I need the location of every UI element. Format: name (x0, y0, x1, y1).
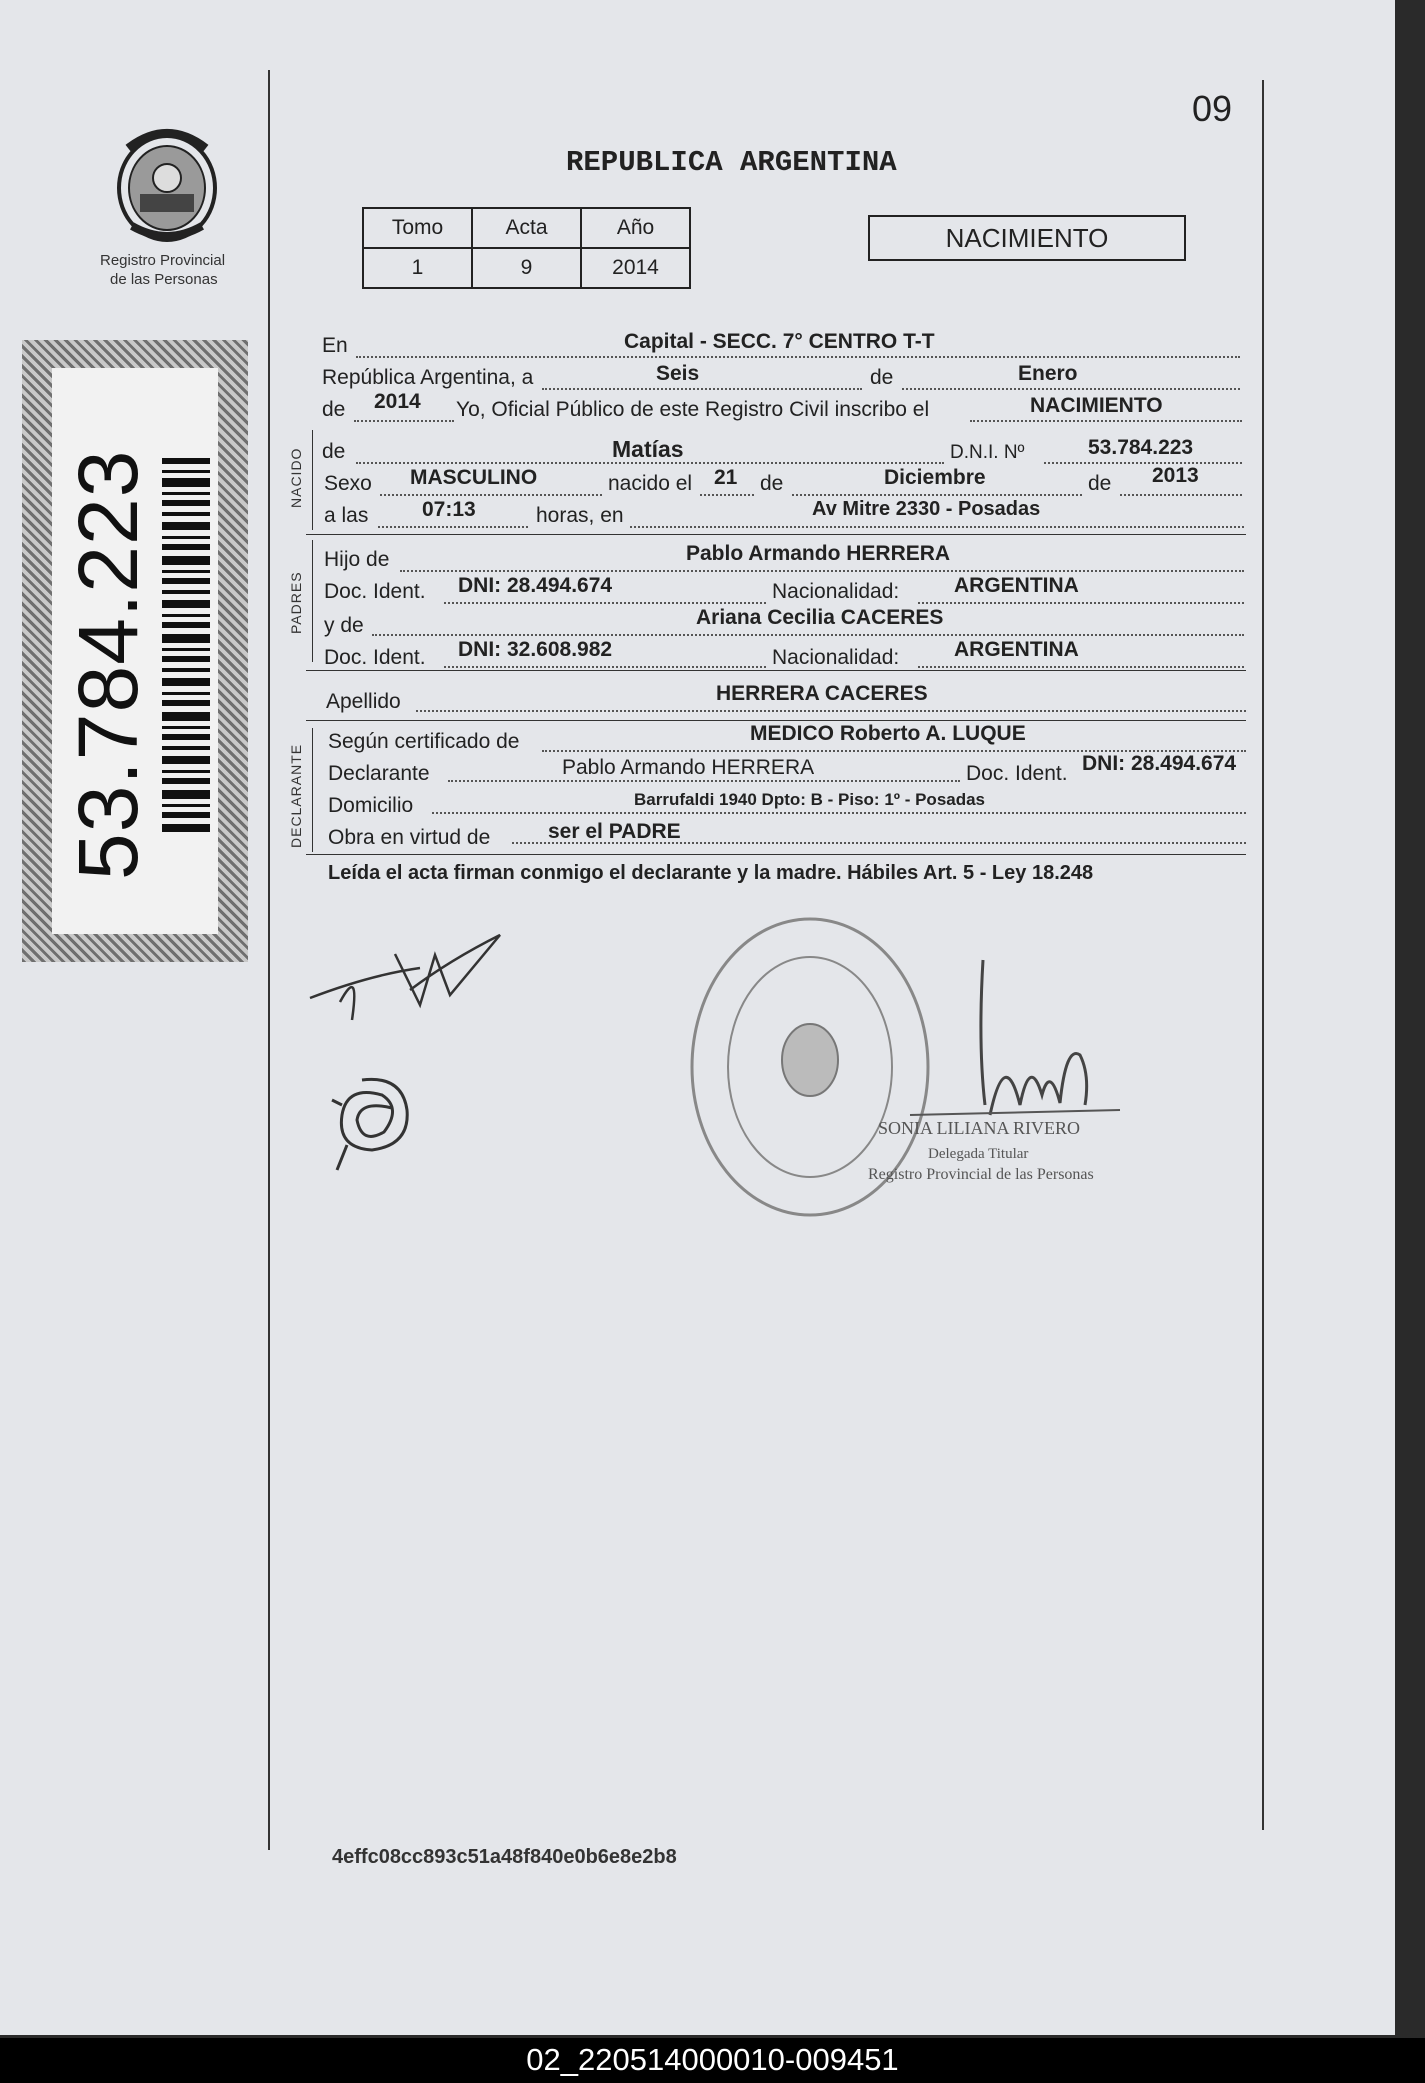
tomo-value: 1 (363, 248, 472, 288)
barcode-icon (162, 458, 210, 838)
nac-anio-dots (1120, 494, 1242, 496)
padre-dots (400, 570, 1244, 572)
acto-dots (970, 420, 1242, 422)
anio-value: 2014 (581, 248, 690, 288)
madre-dots (372, 634, 1244, 636)
madre-nac-dots (918, 666, 1244, 668)
hora-dots (378, 526, 528, 528)
madre-value: Ariana Cecilia CACERES (696, 606, 944, 629)
declarante-divider (306, 854, 1246, 855)
en-label: En (322, 334, 348, 357)
padre-doc-label: Doc. Ident. (324, 580, 426, 603)
acta-value: 9 (472, 248, 581, 288)
registrar-org: Registro Provincial de las Personas (868, 1166, 1094, 1183)
registrar-name: SONIA LILIANA RIVERO (878, 1118, 1080, 1138)
closing-statement: Leída el acta firman conmigo el declarante y la madre. Hábiles Art. 5 - Ley 18.248 (328, 862, 1094, 884)
decl-doc-label: Doc. Ident. (966, 762, 1068, 785)
a-las-label: a las (324, 504, 369, 527)
sexo-value: MASCULINO (410, 466, 538, 489)
apellido-dots (416, 710, 1246, 712)
inscribo-label: Yo, Oficial Público de este Registro Civil inscribo el (456, 398, 930, 421)
decl-doc-value: DNI: 28.494.674 (1082, 752, 1237, 775)
obra-value: ser el PADRE (548, 820, 681, 843)
hijo-label: Hijo de (324, 548, 390, 571)
padres-bracket (312, 540, 313, 662)
nacido-section-label: NACIDO (288, 447, 304, 508)
sexo-label: Sexo (324, 472, 372, 495)
page-number: 09 (1192, 88, 1233, 129)
registrar-signature-icon (880, 955, 1130, 1135)
padres-section-label: PADRES (288, 571, 304, 634)
tomo-label: Tomo (363, 208, 472, 248)
de-mes-label: de (870, 366, 894, 389)
declarante-bracket (312, 728, 313, 852)
nombre-label: de (322, 440, 346, 463)
domicilio-label: Domicilio (328, 794, 414, 817)
scan-identifier: 02_220514000010-009451 (526, 2042, 899, 2077)
dia-dots (542, 388, 862, 390)
padre-nac-value: ARGENTINA (954, 574, 1079, 597)
en-dots (356, 356, 1240, 358)
lugar-nac-dots (630, 526, 1244, 528)
anio-value-row: 2014 (374, 390, 421, 413)
lugar-value: Capital - SECC. 7° CENTRO T-T (624, 330, 935, 353)
dni-value: 53.784.223 (1088, 436, 1194, 459)
padre-nac-label: Nacionalidad: (772, 580, 900, 603)
y-de-label: y de (324, 614, 364, 637)
nac-dia-dots (700, 494, 754, 496)
registrar-title: Delegada Titular (928, 1146, 1029, 1162)
frame-right-line (1262, 80, 1264, 1830)
registry-name-line1: Registro Provincial (100, 252, 226, 269)
acto-value: NACIMIENTO (1030, 394, 1163, 417)
nac-de2-label: de (1088, 472, 1112, 495)
certificado-value: MEDICO Roberto A. LUQUE (750, 722, 1026, 745)
id-number-vertical: 53.784.223 (61, 449, 155, 880)
anio-prefix-label: de (322, 398, 346, 421)
nacido-bracket (312, 430, 313, 530)
anio-label: Año (581, 208, 690, 248)
nombre-value: Matías (612, 436, 684, 462)
anio-dots (354, 420, 454, 422)
province-seal-icon (108, 118, 226, 248)
registry-name-line2: de las Personas (110, 271, 218, 288)
horas-en-label: horas, en (536, 504, 624, 527)
certificado-label: Según certificado de (328, 730, 520, 753)
madre-nac-label: Nacionalidad: (772, 646, 900, 669)
mes-value: Enero (1018, 362, 1078, 385)
registry-table (362, 207, 691, 289)
madre-nac-value: ARGENTINA (954, 638, 1079, 661)
dia-value: Seis (656, 362, 700, 385)
dni-label: D.N.I. Nº (950, 442, 1025, 463)
apellido-value: HERRERA CACERES (716, 682, 928, 705)
republica-label: República Argentina, a (322, 366, 534, 389)
nac-mes-value: Diciembre (884, 466, 986, 489)
apellido-label: Apellido (326, 690, 401, 713)
declarante-dots (448, 780, 960, 782)
declarant-signature-icon (300, 920, 510, 1030)
nacido-el-label: nacido el (608, 472, 693, 495)
nac-dia-value: 21 (714, 466, 738, 489)
padre-nac-dots (918, 602, 1244, 604)
frame-left-line (268, 70, 270, 1850)
madre-doc-dots (444, 666, 766, 668)
madre-doc-label: Doc. Ident. (324, 646, 426, 669)
declarante-label: Declarante (328, 762, 430, 785)
dni-dots (1044, 462, 1242, 464)
acta-label: Acta (472, 208, 581, 248)
madre-doc-value: DNI: 32.608.982 (458, 638, 613, 661)
declarante-section-label: DECLARANTE (288, 743, 304, 848)
sexo-dots (380, 494, 602, 496)
padre-doc-dots (444, 602, 766, 604)
apellido-divider (306, 720, 1246, 721)
padre-value: Pablo Armando HERRERA (686, 542, 951, 565)
mes-dots (902, 388, 1240, 390)
nac-de-label: de (760, 472, 784, 495)
nacido-divider (306, 534, 1246, 535)
declarante-value: Pablo Armando HERRERA (562, 756, 815, 779)
obra-label: Obra en virtud de (328, 826, 491, 849)
padre-doc-value: DNI: 28.494.674 (458, 574, 613, 597)
domicilio-value: Barrufaldi 1940 Dpto: B - Piso: 1º - Posadas (634, 790, 986, 809)
mother-signature-icon (322, 1060, 432, 1175)
document-hash: 4effc08cc893c51a48f840e0b6e8e2b8 (332, 1846, 677, 1868)
domicilio-dots (432, 812, 1246, 814)
hora-value: 07:13 (422, 498, 476, 521)
nac-anio-value: 2013 (1152, 464, 1199, 487)
record-type-box: NACIMIENTO (868, 215, 1186, 261)
document-title: REPUBLICA ARGENTINA (566, 146, 897, 179)
nac-mes-dots (792, 494, 1082, 496)
lugar-nac-value: Av Mitre 2330 - Posadas (812, 498, 1041, 520)
padres-divider (306, 670, 1246, 671)
